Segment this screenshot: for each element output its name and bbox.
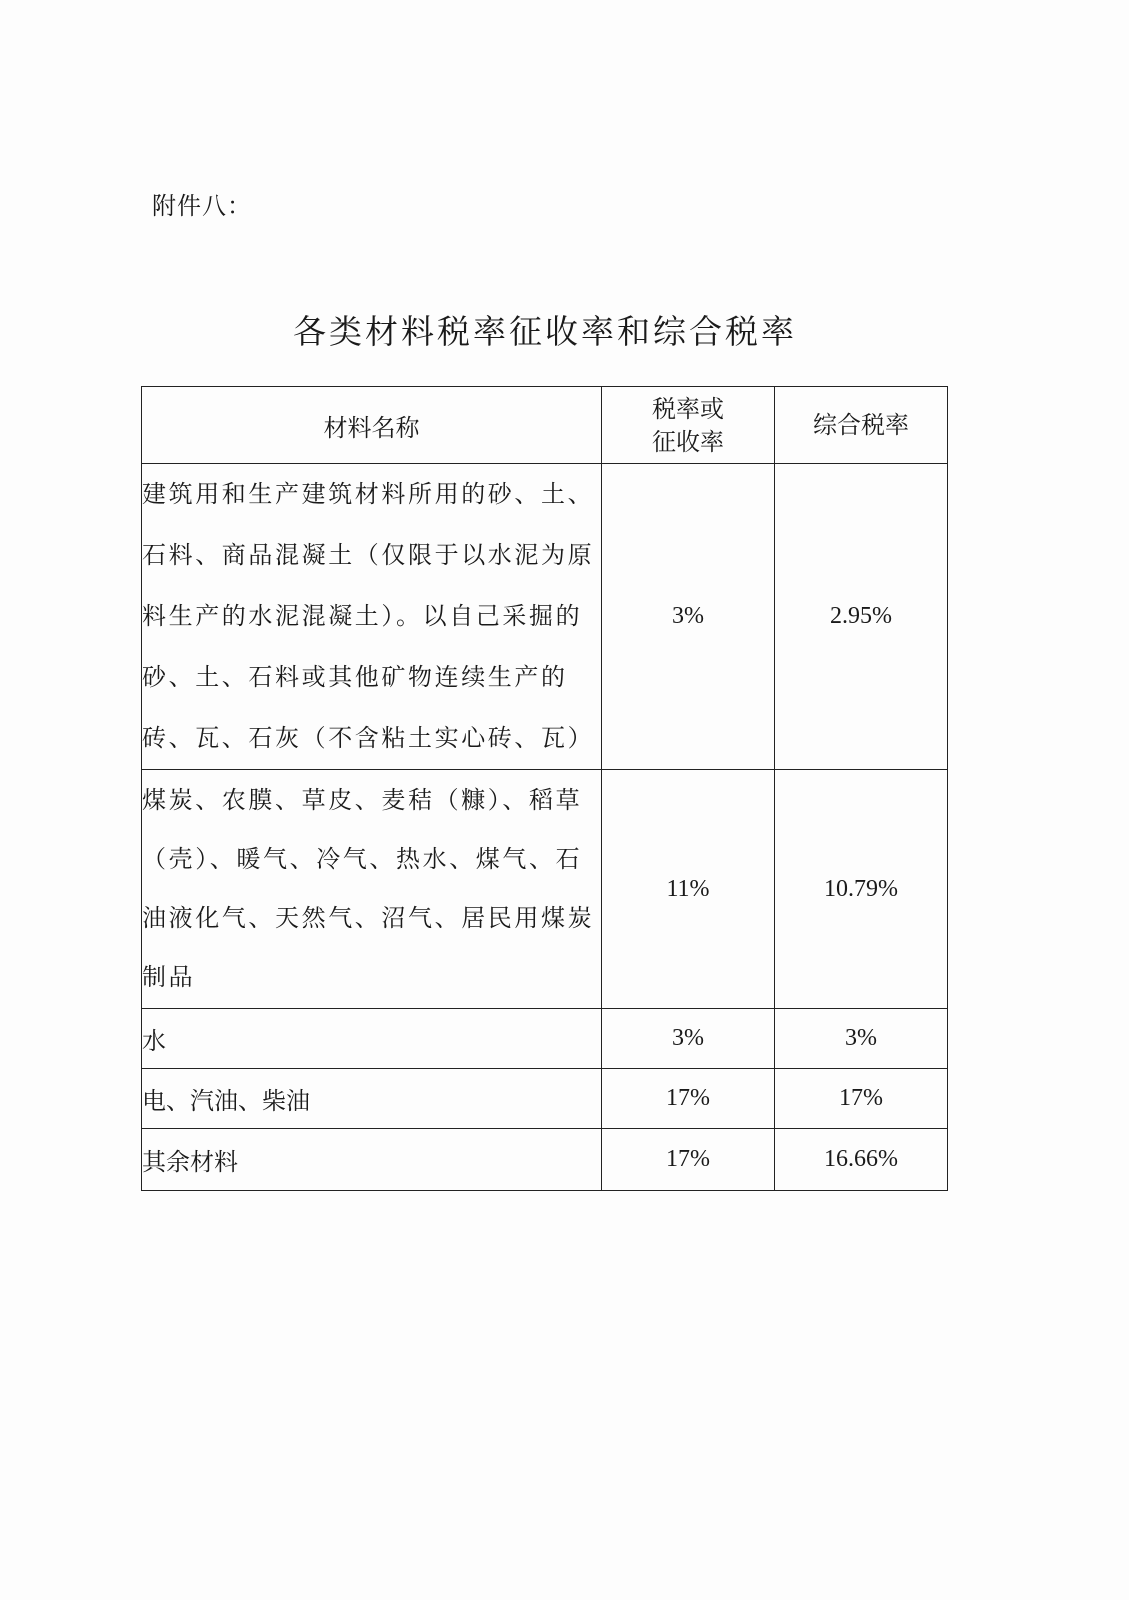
header-tax-rate-line-1: 税率或 bbox=[652, 395, 724, 423]
header-comprehensive-rate-label: 综合税率 bbox=[813, 411, 909, 439]
comprehensive-rate-cell: 16.66% bbox=[775, 1129, 948, 1191]
header-tax-rate bbox=[602, 387, 775, 464]
comprehensive-rate-cell: 3% bbox=[775, 1009, 948, 1069]
material-name-cell: 电、汽油、柴油 bbox=[142, 1069, 602, 1129]
table-row bbox=[142, 1069, 948, 1129]
document-title: 各类材料税率征收率和综合税率 bbox=[293, 312, 797, 351]
tax-rate-cell: 3% bbox=[602, 464, 775, 770]
tax-rate-cell: 17% bbox=[602, 1069, 775, 1129]
material-name-cell: 煤炭、农膜、草皮、麦秸（糠）、稻草（壳）、暖气、冷气、热水、煤气、石油液化气、天然气、沼气、居民用煤炭制品 bbox=[142, 770, 602, 1009]
attachment-label: 附件八： bbox=[152, 192, 252, 220]
material-name-cell: 建筑用和生产建筑材料所用的砂、土、石料、商品混凝土（仅限于以水泥为原料生产的水泥混凝土）。以自己采掘的砂、土、石料或其他矿物连续生产的砖、瓦、石灰（不含粘土实心砖、瓦） bbox=[142, 464, 602, 770]
table-row bbox=[142, 464, 948, 770]
material-name-cell: 其余材料 bbox=[142, 1129, 602, 1191]
comprehensive-rate-cell: 17% bbox=[775, 1069, 948, 1129]
comprehensive-rate-cell: 10.79% bbox=[775, 770, 948, 1009]
header-material-name: 材料名称 bbox=[142, 387, 602, 464]
header-comprehensive-rate bbox=[775, 387, 948, 464]
tax-rate-table bbox=[141, 386, 948, 1191]
table-header-row bbox=[142, 387, 948, 464]
table-row bbox=[142, 770, 948, 1009]
tax-rate-cell: 3% bbox=[602, 1009, 775, 1069]
tax-rate-cell: 17% bbox=[602, 1129, 775, 1191]
header-tax-rate-line-2: 征收率 bbox=[652, 428, 724, 456]
table-row bbox=[142, 1009, 948, 1069]
tax-rate-cell: 11% bbox=[602, 770, 775, 1009]
table-row bbox=[142, 1129, 948, 1191]
comprehensive-rate-cell: 2.95% bbox=[775, 464, 948, 770]
material-name-cell: 水 bbox=[142, 1009, 602, 1069]
